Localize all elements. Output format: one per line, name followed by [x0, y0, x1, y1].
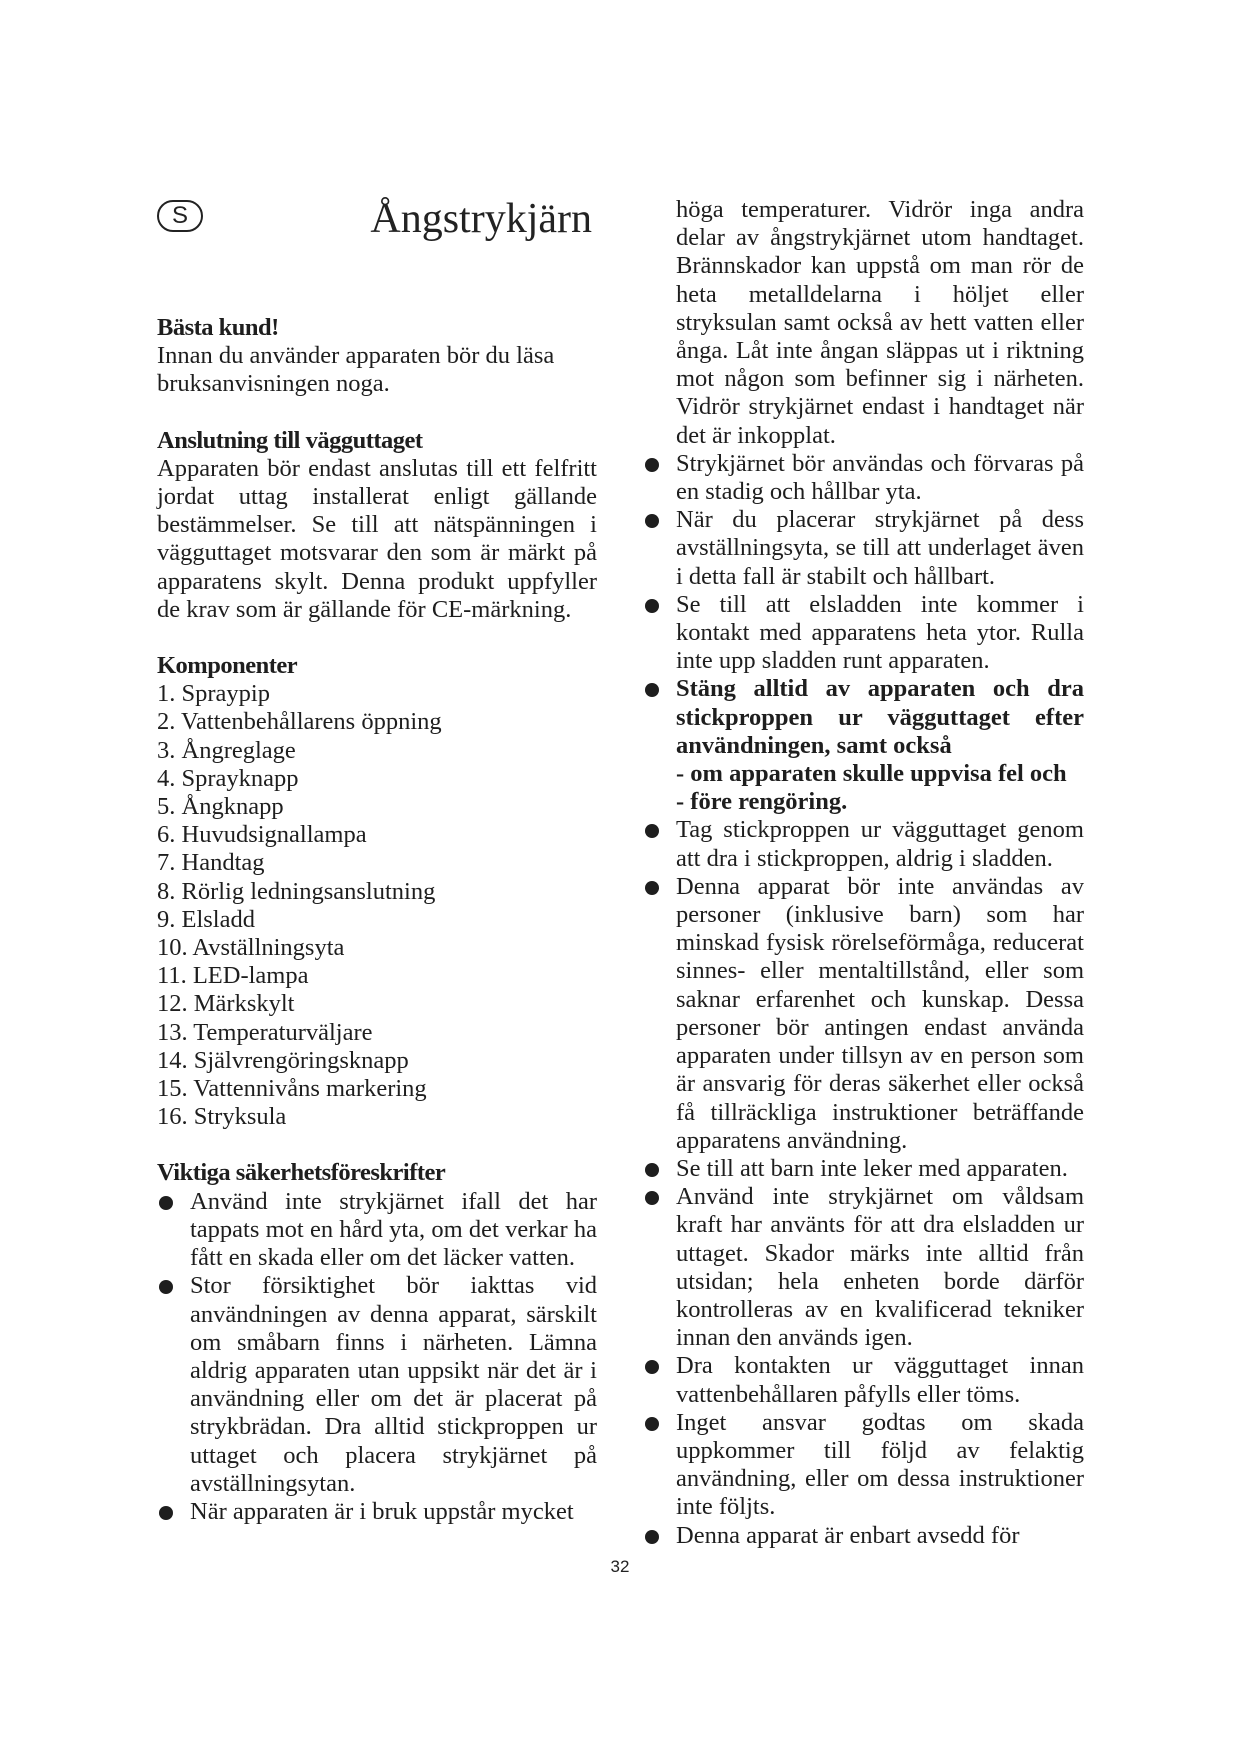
- component-item: 2. Vattenbehållarens öppning: [157, 708, 442, 736]
- component-item: 7. Handtag: [157, 849, 265, 877]
- safety-list-continued: [643, 450, 1084, 1550]
- component-item: 9. Elsladd: [157, 905, 255, 933]
- safety-bullet: Dra kontakten ur vägguttaget innan vattenbehållaren påfylls eller töms.: [643, 1352, 1084, 1408]
- connection-heading: Anslutning till vägguttaget: [157, 426, 423, 454]
- connection-text: Apparaten bör endast anslutas till ett felfritt jordat uttag installerat enligt gällande bestämmelser. Se till att nätspänningen i vägguttaget motsvarar den som är märkt på apparatens skylt. Denna produkt uppfyller de krav som är gällande för CE-märkning.: [157, 454, 597, 623]
- greeting-heading: Bästa kund!: [157, 314, 279, 341]
- connection-section: [157, 427, 597, 624]
- safety-bullet: När apparaten är i bruk uppstår mycket: [157, 1498, 597, 1526]
- safety-bullet: Använd inte strykjärnet ifall det har tappats mot en hård yta, om det verkar ha fått en skada eller om det läcker vatten.: [157, 1188, 597, 1273]
- safety-bullet: Denna apparat är enbart avsedd för: [643, 1522, 1084, 1550]
- component-item: 10. Avställningsyta: [157, 934, 345, 962]
- safety-bullet: Se till att elsladden inte kommer i kontakt med apparatens heta ytor. Rulla inte upp sladden runt apparaten.: [643, 591, 1084, 676]
- greeting-text: Innan du använder apparaten bör du läsa bruksanvisningen noga.: [157, 342, 555, 398]
- component-item: 14. Självrengöringsknapp: [157, 1046, 409, 1074]
- important-main-text: Stäng alltid av apparaten och dra stickproppen ur vägguttaget efter användningen, samt också: [676, 675, 1084, 759]
- language-badge: S: [157, 200, 203, 232]
- safety-bullet: När du placerar strykjärnet på dess avställningsyta, se till att underlaget även i detta fall är stabilt och hållbart.: [643, 506, 1084, 591]
- safety-section: [157, 1159, 597, 1526]
- safety-bullet: Tag stickproppen ur vägguttaget genom att dra i stickproppen, aldrig i sladden.: [643, 816, 1084, 872]
- component-item: 1. Spraypip: [157, 680, 270, 708]
- component-item: 12. Märkskylt: [157, 990, 295, 1018]
- component-item: 13. Temperaturväljare: [157, 1018, 373, 1046]
- component-item: 3. Ångreglage: [157, 736, 296, 764]
- component-item: 5. Ångknapp: [157, 793, 284, 821]
- safety-bullet: Strykjärnet bör användas och förvaras på en stadig och hållbar yta.: [643, 450, 1084, 506]
- component-item: 4. Sprayknapp: [157, 764, 299, 792]
- safety-heading: Viktiga säkerhetsföreskrifter: [157, 1159, 446, 1187]
- important-sub-item: - före rengöring.: [676, 788, 848, 816]
- components-list: [157, 680, 597, 1131]
- safety-bullet-important: [643, 675, 1084, 816]
- component-item: 6. Huvudsignallampa: [157, 821, 367, 849]
- safety-bullet: Använd inte strykjärnet om våldsam kraft har använts för att dra elsladden ur uttaget. Skador märks inte alltid från utsidan; hela enheten borde därför kontrolleras av en kvalificerad tekniker innan den används igen.: [643, 1183, 1084, 1352]
- safety-bullet: Se till att barn inte leker med apparaten.: [643, 1155, 1084, 1183]
- page-title: Ångstrykjärn: [370, 196, 592, 242]
- important-sub-item: - om apparaten skulle uppvisa fel och: [676, 760, 1067, 788]
- component-item: 11. LED-lampa: [157, 962, 309, 990]
- safety-bullet: Inget ansvar godtas om skada uppkommer till följd av felaktig användning, eller om dessa instruktioner inte följts.: [643, 1409, 1084, 1522]
- component-item: 15. Vattennivåns markering: [157, 1075, 427, 1103]
- page-number: 32: [610, 1557, 630, 1576]
- safety-bullet: Denna apparat bör inte användas av personer (inklusive barn) som har minskad fysisk rörelseförmåga, reducerat sinnes- eller mentaltillstånd, eller som saknar erfarenhet och kunskap. Dessa personer bör antingen endast använda apparaten under tillsyn av en person som är ansvarig för deras säkerhet eller också få tillräckliga instruktioner beträffande apparatens användning.: [643, 873, 1084, 1155]
- component-item: 8. Rörlig ledningsanslutning: [157, 877, 436, 905]
- safety-bullet: Stor försiktighet bör iakttas vid användningen av denna apparat, särskilt om småbarn finns i närheten. Lämna aldrig apparaten utan uppsikt när det är i användning eller om det är placerat på strykbrädan. Dra alltid stickproppen ur uttaget och placera strykjärnet på avställningsytan.: [157, 1272, 597, 1498]
- components-section: [157, 652, 597, 1131]
- right-column: [643, 196, 1084, 1550]
- component-item: 16. Stryksula: [157, 1103, 287, 1131]
- safety-list: [157, 1188, 597, 1526]
- left-column: [157, 314, 597, 1526]
- components-heading: Komponenter: [157, 652, 298, 680]
- continued-text: höga temperaturer. Vidrör inga andra delar av ångstrykjärnet utom handtaget. Brännskador kan uppstå om man rör de heta metalldelarna i höljet eller stryksulan samt också av hett vatten eller ånga. Låt inte ångan släppas ut i riktning mot någon som befinner sig i närheten. Vidrör strykjärnet endast i handtaget när det är inkopplat.: [676, 196, 1084, 449]
- greeting-section: [157, 314, 597, 399]
